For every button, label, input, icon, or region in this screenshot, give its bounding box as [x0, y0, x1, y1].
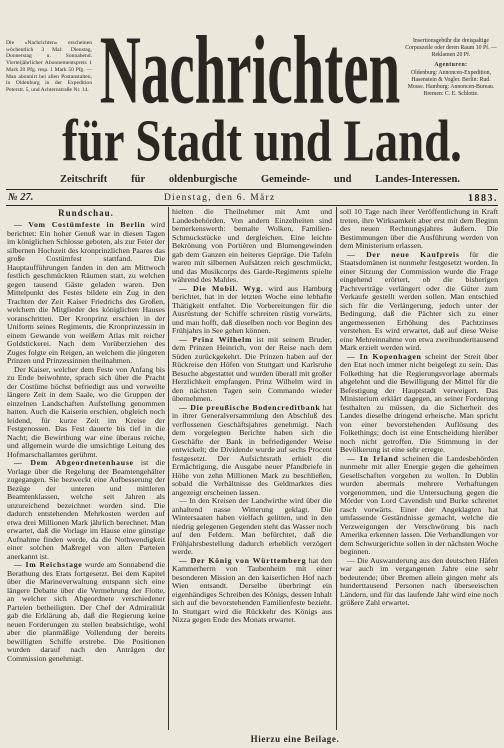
- date-rule: [6, 205, 498, 206]
- subscription-notice: Die »Nachrichten« erscheinen wöchentlich 3 Mal: Dienstag, Donnerstag u. Sonnabend. Vierteljährlicher Abonnementspreis 1 Mark 20 Pfg. resp. 1 Mark 50 Pfg. — Man abonnirt bei allen Postanstalten, in Oldenburg in der Expedition Peterstr. 5, und Achternstraße Nr. 14.: [6, 40, 92, 93]
- masthead-title-line2-text: für Stadt und Land.: [62, 108, 462, 175]
- article-paragraph: [172, 208, 332, 285]
- article-text: hat den Kammerherrn von Taubenheim mit einer besonderen Mission an den kaiserlichen Hof nach Wien entsandt. Derselbe überbringt ein eigenhändiges Schreiben des Königs, dessen Inhalt sich auf die bevorstehenden Familienfeste bezieht. In Stuttgart wird die Rückkehr des Königs aus Nizza gegen Ende des Monats erwartet.: [172, 555, 332, 624]
- article-paragraph: [7, 561, 165, 663]
- article-paragraph: [172, 557, 332, 625]
- article-text: wird aus Hamburg berichtet, hat in der letzten Woche eine lebhafte Thätigkeit entfaltet. Die Vorbereitungen für die Ausrüstung der Schiffe schreiten rüstig vorwärts, und man hofft, daß dieselben noch vor Beginn des Frühjahrs in See gehen können.: [172, 283, 332, 335]
- article-paragraph: [340, 557, 498, 608]
- agencies-heading: Agenturen:: [434, 62, 468, 68]
- article-text: für die Staatsdomänen ist nunmehr festgesetzt worden. In einer Sitzung der Commission wurde die Frage eingehend erörtert, ob die bisherigen Pachtverträge verlängert oder die Güter zum Verkaufe gestellt werden sollen. Man entschied sich für die Verlängerung, jedoch unter der Bedingung, daß die Pächter sich zu einer angemessenen Erhöhung des Pachtzinses verstehen. Es wird erwartet, daß auf diese Weise eine Mehreinnahme von etwa zweihunderttausend Mark erzielt werden wird.: [340, 249, 498, 352]
- article-paragraph: [172, 497, 332, 557]
- column-divider: [336, 207, 337, 730]
- section-heading: Rundschau.: [58, 208, 114, 218]
- article-lead: — Prinz Wilhelm: [179, 334, 253, 344]
- article-lead: — Im Reichstage: [14, 560, 83, 569]
- agencies-list: Oldenburg: Annoncen-Expedition, Hasenstein & Vogler. Berlin: Rud. Mosse. Hamburg: Annoncen-Bureau. Bremen: C. E. Schlotte.: [407, 70, 495, 97]
- supplement-notice: Hierzu eine Beilage.: [250, 734, 340, 744]
- article-text: scheinen die Landesbehörden nunmehr mit aller Energie gegen die geheimen Gesellschaften vorgehen zu wollen. In Dublin wurden abermals mehrere Verhaftungen vorgenommen, und die Untersuchung gegen die Mörder von Lord Cavendish und Burke schreitet rasch vorwärts. Einer der Angeklagten hat umfassende Geständnisse gemacht, welche die Verzweigungen der Verschwörung bis nach Amerika erkennen lassen. Die Verhandlungen vor dem Schwurgerichte sollen in der nächsten Woche beginnen.: [340, 453, 498, 556]
- advertising-notice: [404, 38, 498, 101]
- masthead-title: [95, 15, 405, 124]
- article-text: soll 10 Tage nach ihrer Veröffentlichung in Kraft treten, ihre Wirksamkeit aber erst mit dem Beginn des neuen Rechnungsjahres äußern. Die Bestimmungen über die Ausführung werden von dem Ministerium erlassen.: [340, 208, 498, 250]
- article-paragraph: [340, 353, 498, 455]
- article-text: wird berichtet: Ein hoher Genuß war in diesen Tagen im königlichen Schlosse geboten, als zur Feier der silbernen Hochzeit des kronprinzlichen Paares das große Costümfest stattfand. Die Hauptaufführungen fanden in den am Mittwoch festlich geschmückten Räumen statt, zu welchen gegen tausend Gäste geladen waren. Den Mittelpunkt des Festes bildete ein Zug in den Trachten der Zeit Kaiser Friedrichs des Großen, welchem die Mitglieder des königlichen Hauses voranschritten. Der Kronprinz erschien in der Uniform seines Regiments, die Kronprinzessin in einem Gewande von weißem Atlas mit reicher Goldstickerei. Nach dem Vorüberziehen des Zuges folgte ein Reigen, an welchem die jüngeren Prinzen und Prinzessinnen theilnahmen.: [7, 220, 165, 365]
- masthead-title-text: Nachrichten: [99, 15, 401, 124]
- article-text: hat in ihrer Generalversammlung den Abschluß des verflossenen Geschäftsjahres genehmigt. Nach dem vorgelegten Berichte haben sich die Geschäfte der Bank in befriedigender Weise entwickelt; die Dividende wurde auf sechs Procent festgesetzt. Der Aufsichtsrath erhielt die Ermächtigung, die Ausgabe neuer Pfandbriefe in Höhe von zehn Millionen Mark zu beschließen, sobald die Verhältnisse des Geldmarktes dies angezeigt erscheinen lassen.: [172, 402, 332, 497]
- article-paragraph: [7, 459, 165, 561]
- article-lead: — Der neue Kaufpreis: [347, 249, 460, 259]
- column-1: [7, 208, 165, 728]
- article-paragraph: [7, 366, 165, 460]
- article-text: wurde am Sonnabend die Berathung des Etats fortgesetzt. Bei dem Kapitel über die Marineverwaltung entspann sich eine längere Debatte über die Vermehrung der Flotte, an welcher sich Abgeordnete verschiedener Parteien betheiligten. Der Chef der Admiralität gab die Erklärung ab, daß die Regierung keine neuen Forderungen zu stellen beabsichtige, wohl aber die planmäßige Vollendung der bereits bewilligten Schiffe erstrebe. Die Positionen wurden darauf nach den Anträgen der Commission genehmigt.: [7, 560, 165, 663]
- article-paragraph: [340, 208, 498, 251]
- article-lead: — Dem Abgeordnetenhause: [14, 458, 134, 467]
- article-text: — In den Kreisen der Landwirthe wird über die anhaltend nasse Witterung geklagt. Die Wintersaaten haben vielfach gelitten, und in den niedrig gelegenen Gegenden steht das Wasser noch auf den Feldern. Man befürchtet, daß die Frühjahrsbestellung dadurch erheblich verzögert werde.: [172, 496, 332, 556]
- article-text: scheint der Streit über den Etat noch immer nicht beigelegt zu sein. Das Folkething hat die Regierungsvorlage abermals abgelehnt und die Bewilligung der Mittel für die Befestigung der Hauptstadt verweigert. Das Ministerium erklärt dagegen, an seiner Forderung festhalten zu müssen, da die Sicherheit des Landes dieselbe dringend erheische. Man spricht von einer bevorstehenden Auflösung des Folkethings; doch ist eine Entscheidung hierüber noch nicht getroffen. Die Stimmung in der Bevölkerung ist eine sehr erregte.: [340, 351, 498, 454]
- article-text: Der Kaiser, welcher dem Feste von Anfang bis zu Ende beiwohnte, sprach sich über die Pracht der Costüme höchst befriedigt aus und verweilte längere Zeit in dem Saale, wo die Gruppen der einzelnen Landschaften Aufstellung genommen hatten. Auch die Kaiserin erschien, obgleich noch leidend, für kurze Zeit im Kreise der Festgenossen. Das Fest dauerte bis tief in die Nacht; die Bewirthung war eine überaus reiche, und allgemein wurde die umsichtige Leitung des Hofmarschallamtes gerühmt.: [7, 364, 165, 459]
- article-text: hielten die Theilnehmer mit Amt und Landesbehörden. Von andern Einzelheiten sind bemerkenswerth: bemalte Wolken, Familien-Schmuckstücke und dergleichen. Eine leichte Bekrönung von Portièren und Blumengewinden gab dem Ganzen ein heiteres Gepräge. Die Tafeln waren mit silbernen Aufsätzen reich geschmückt, und das Musikcorps des Garde-Regiments spielte während des Mahles.: [172, 208, 332, 284]
- masthead-subtitle: Zeitschrift für oldenburgische Gemeinde- und Landes-Interessen.: [60, 174, 460, 185]
- article-text: ist mit seinem Bruder, dem Prinzen Heinrich, von der Reise nach dem Süden zurückgekehrt. Die Prinzen haben auf der Rückreise den Höfen von Stuttgart und Karlsruhe Besuche abgestattet und wurden überall mit großer Herzlichkeit empfangen. Prinz Wilhelm wird in den nächsten Tagen sein Commando wieder übernehmen.: [172, 334, 332, 403]
- article-paragraph: [340, 251, 498, 353]
- article-lead: — Die Mobil. Wyg.: [179, 283, 264, 293]
- column-divider: [168, 207, 169, 730]
- column-3: [340, 208, 498, 728]
- article-paragraph: [7, 221, 165, 366]
- article-text: — Die Auswanderung aus den deutschen Häfen war auch im vergangenen Jahre eine sehr bedeutende; über Bremen allein gingen mehr als hunderttausend Personen nach überseeischen Ländern, und für das laufende Jahr wird eine noch größere Zahl erwartet.: [340, 555, 498, 607]
- column-2: [172, 208, 332, 728]
- article-lead: — Die preußische Bodencreditbank: [179, 402, 321, 412]
- issue-date: Dienstag, den 6. März: [164, 193, 276, 203]
- article-text: ist die Vorlage über die Regelung der Beamtengehälter zugegangen. Sie bezweckt eine Aufbesserung der Bezüge der unteren und mittleren Beamtenklassen, welche seit Jahren als unzureichend bezeichnet worden sind. Die dadurch entstehenden Mehrkosten werden auf etwa drei Millionen Mark jährlich berechnet. Man erwartet, daß die Vorlage im Hause eine günstige Aufnahme finden werde, da die Nothwendigkeit einer solchen Maßregel von allen Parteien anerkannt ist.: [7, 458, 165, 561]
- issue-number: № 27.: [8, 192, 34, 203]
- top-rule: [6, 189, 498, 190]
- article-lead: — Vom Costümfeste in Berlin: [14, 220, 146, 229]
- masthead-title-line2: [50, 108, 474, 175]
- article-paragraph: [172, 285, 332, 336]
- insertion-fees: Insertionsgebühr die dreispaltige Corpuszeile oder deren Raum 10 Pf. — Reklamen 20 Pf.: [405, 38, 497, 58]
- article-lead: — In Kopenhagen: [347, 351, 422, 361]
- issue-year: 1883.: [468, 193, 498, 204]
- article-paragraph: [340, 455, 498, 557]
- article-lead: — In Irland: [347, 453, 399, 463]
- article-paragraph: [172, 404, 332, 498]
- article-paragraph: [172, 336, 332, 404]
- article-lead: — Der König von Württemberg: [179, 555, 307, 565]
